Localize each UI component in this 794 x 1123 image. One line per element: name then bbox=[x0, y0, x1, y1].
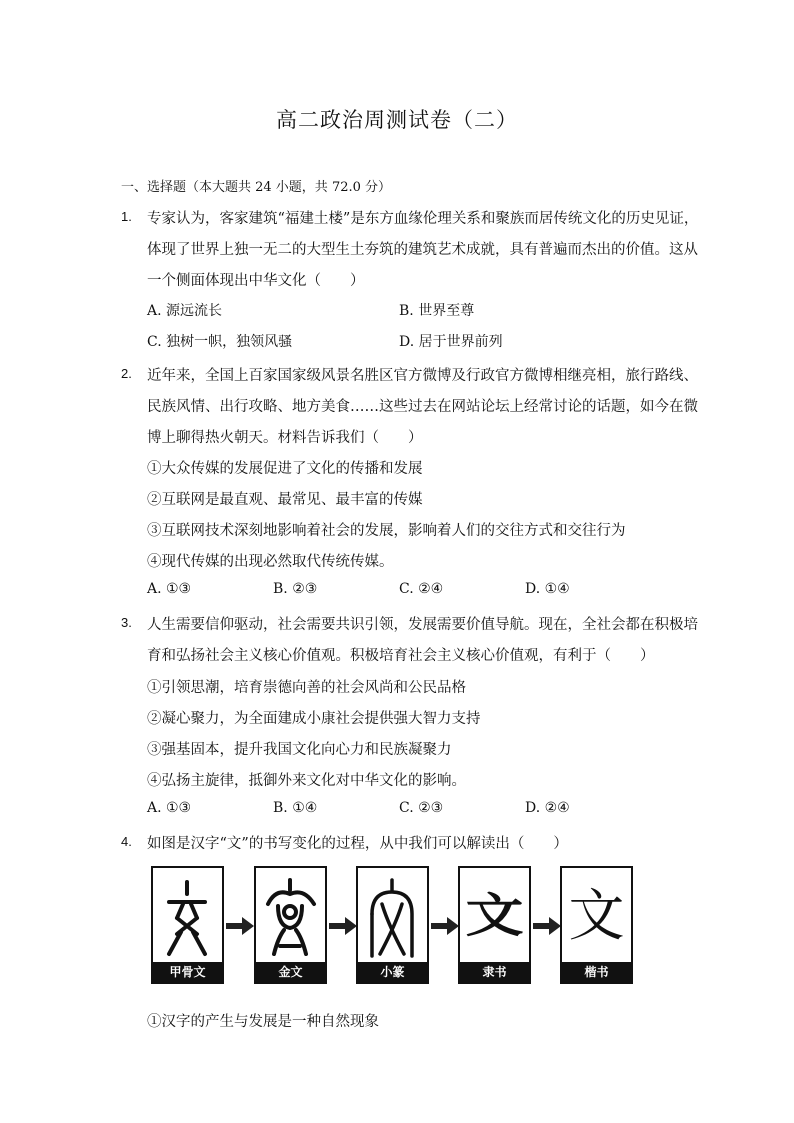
question-2-option-a: A. ①③ bbox=[147, 581, 192, 597]
question-2-number: 2. bbox=[121, 366, 132, 381]
oracle-bone-wen-glyph bbox=[153, 874, 222, 960]
arrow-1-icon bbox=[226, 917, 254, 935]
question-1-option-a: A. 源远流长 bbox=[147, 303, 223, 319]
oracle-bone-label: 甲骨文 bbox=[153, 962, 222, 982]
page-title: 高二政治周测试卷（二） bbox=[276, 108, 518, 132]
small-seal-label: 小篆 bbox=[358, 962, 427, 982]
question-2-item-2: ②互联网是最直观、最常见、最丰富的传媒 bbox=[147, 492, 423, 508]
regular-script-label: 楷书 bbox=[562, 962, 631, 982]
question-2-option-b: B. ②③ bbox=[273, 581, 318, 597]
bronze-wen-glyph bbox=[256, 874, 325, 960]
question-4-item-1: ①汉字的产生与发展是一种自然现象 bbox=[147, 1014, 379, 1030]
question-1-line-1: 专家认为，客家建筑“福建土楼”是东方血缘伦理关系和聚族而居传统文化的历史见证， bbox=[147, 211, 699, 227]
question-4-line-1: 如图是汉字“文”的书写变化的过程，从中我们可以解读出（ ） bbox=[147, 836, 568, 852]
question-1-line-3: 一个侧面体现出中华文化（ ） bbox=[147, 273, 365, 289]
question-1-line-2: 体现了世界上独一无二的大型生土夯筑的建筑艺术成就，具有普遍而杰出的价值。这从 bbox=[147, 242, 698, 258]
question-3-line-1: 人生需要信仰驱动，社会需要共识引领，发展需要价值导航。现在，全社会都在积极培 bbox=[147, 617, 698, 633]
bronze-card bbox=[254, 866, 327, 984]
question-3-item-2: ②凝心聚力，为全面建成小康社会提供强大智力支持 bbox=[147, 711, 481, 727]
question-2-option-d: D. ①④ bbox=[525, 581, 570, 597]
question-2-line-1: 近年来，全国上百家国家级风景名胜区官方微博及行政官方微博相继亮相，旅行路线、 bbox=[147, 368, 698, 384]
question-3-item-3: ③强基固本，提升我国文化向心力和民族凝聚力 bbox=[147, 742, 452, 758]
section-heading: 一、选择题（本大题共 24 小题，共 72.0 分） bbox=[121, 180, 392, 195]
question-2-option-c: C. ②④ bbox=[399, 581, 444, 597]
question-2-item-3: ③互联网技术深刻地影响着社会的发展，影响着人们的交往方式和交往行为 bbox=[147, 523, 626, 539]
clerical-wen-glyph: 文 bbox=[465, 888, 524, 943]
wen-evolution-figure bbox=[151, 866, 631, 986]
question-2-item-4: ④现代传媒的出现必然取代传统传媒。 bbox=[147, 554, 394, 570]
question-3-number: 3. bbox=[121, 615, 132, 630]
question-3-option-c: C. ②③ bbox=[399, 800, 444, 816]
question-3-option-d: D. ②④ bbox=[525, 800, 570, 816]
question-3-item-4: ④弘扬主旋律，抵御外来文化对中华文化的影响。 bbox=[147, 773, 466, 789]
oracle-bone-card bbox=[151, 866, 224, 984]
question-3-option-a: A. ①③ bbox=[147, 800, 192, 816]
arrow-2-icon bbox=[329, 917, 357, 935]
question-1-number: 1. bbox=[121, 209, 132, 224]
small-seal-card bbox=[356, 866, 429, 984]
question-2-line-3: 博上聊得热火朝天。材料告诉我们（ ） bbox=[147, 430, 423, 446]
arrow-3-icon bbox=[431, 917, 459, 935]
question-3-option-b: B. ①④ bbox=[273, 800, 318, 816]
question-1-option-d: D. 居于世界前列 bbox=[399, 334, 503, 350]
regular-script-card bbox=[560, 866, 633, 984]
regular-script-wen-glyph: 文 bbox=[568, 884, 625, 949]
clerical-label: 隶书 bbox=[460, 962, 529, 982]
clerical-card bbox=[458, 866, 531, 984]
arrow-4-icon bbox=[533, 917, 561, 935]
bronze-label: 金文 bbox=[256, 962, 325, 982]
question-1-option-b: B. 世界至尊 bbox=[399, 303, 475, 319]
question-2-line-2: 民族风情、出行攻略、地方美食……这些过去在网站论坛上经常讨论的话题，如今在微 bbox=[147, 399, 698, 415]
question-3-item-1: ①引领思潮，培育崇德向善的社会风尚和公民品格 bbox=[147, 680, 466, 696]
question-1-option-c: C. 独树一帜，独领风骚 bbox=[147, 334, 293, 350]
question-3-line-2: 育和弘扬社会主义核心价值观。积极培育社会主义核心价值观，有利于（ ） bbox=[147, 648, 655, 664]
question-4-number: 4. bbox=[121, 834, 132, 849]
question-2-item-1: ①大众传媒的发展促进了文化的传播和发展 bbox=[147, 461, 423, 477]
small-seal-wen-glyph bbox=[358, 874, 427, 960]
